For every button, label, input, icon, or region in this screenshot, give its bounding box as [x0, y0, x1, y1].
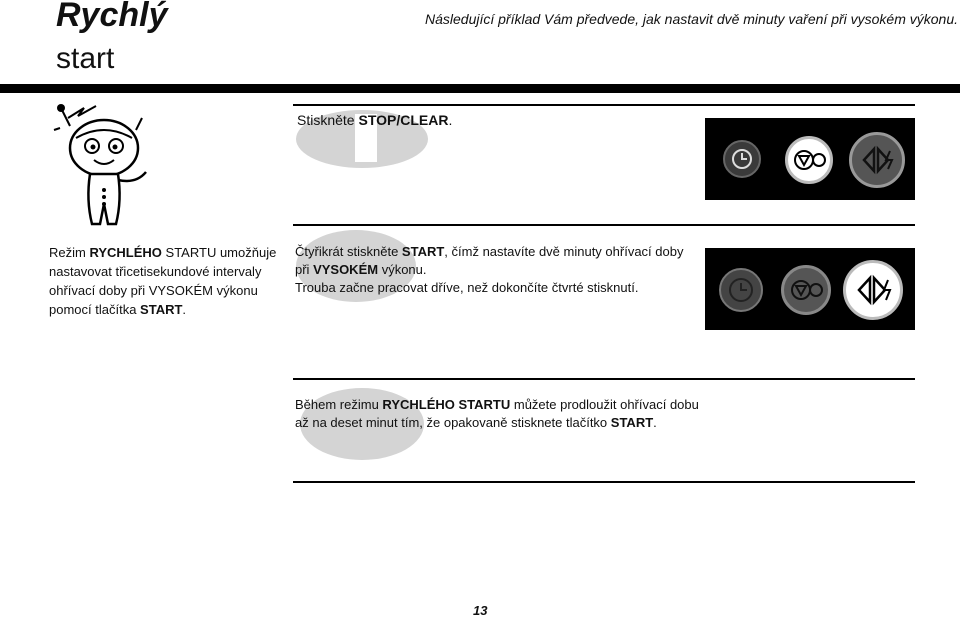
- page-title-line2: start: [56, 42, 115, 75]
- step-2-divider: [293, 224, 915, 226]
- mascot-illustration: [46, 100, 156, 230]
- clock-icon: [721, 270, 761, 310]
- start-button[interactable]: [849, 132, 905, 188]
- stop-clear-icon: [784, 268, 828, 312]
- step-3-divider: [293, 378, 915, 380]
- page-subtitle: Následující příklad Vám předvede, jak nastavit dvě minuty vaření při vysokém výkonu.: [425, 11, 959, 27]
- clock-button[interactable]: [723, 140, 761, 178]
- start-button[interactable]: [843, 260, 903, 320]
- start-icon: [852, 135, 902, 185]
- step-1-divider: [293, 104, 915, 106]
- clock-button[interactable]: [719, 268, 763, 312]
- control-panel-step-2: [705, 248, 915, 330]
- start-icon: [846, 263, 900, 317]
- intro-text: Režim RYCHLÉHO STARTU umožňuje nastavovat třicetisekundové intervaly ohřívací doby při VYSOKÉM výkonu pomocí tlačítka START.: [49, 245, 277, 317]
- step-2-text: Čtyřikrát stiskněte START, čímž nastavíte dvě minuty ohřívací doby při VYSOKÉM výkonu. Trouba začne pracovat dříve, než dokončíte čtvrté stisknutí.: [295, 244, 684, 295]
- stop-clear-button[interactable]: [785, 136, 833, 184]
- page-title: Rychlý: [56, 0, 168, 34]
- control-panel-step-1: [705, 118, 915, 200]
- step-3-text: Během režimu RYCHLÉHO STARTU můžete prodloužit ohřívací dobu až na deset minut tím, že opakovaně stisknete tlačítko START.: [295, 397, 699, 430]
- page-number: 13: [473, 603, 488, 618]
- header-bar: [0, 84, 960, 93]
- stop-clear-button[interactable]: [781, 265, 831, 315]
- clock-icon: [725, 142, 759, 176]
- step-3-bottom-divider: [293, 481, 915, 483]
- step-1-text: Stiskněte STOP/CLEAR.: [297, 112, 453, 128]
- stop-clear-icon: [788, 139, 830, 181]
